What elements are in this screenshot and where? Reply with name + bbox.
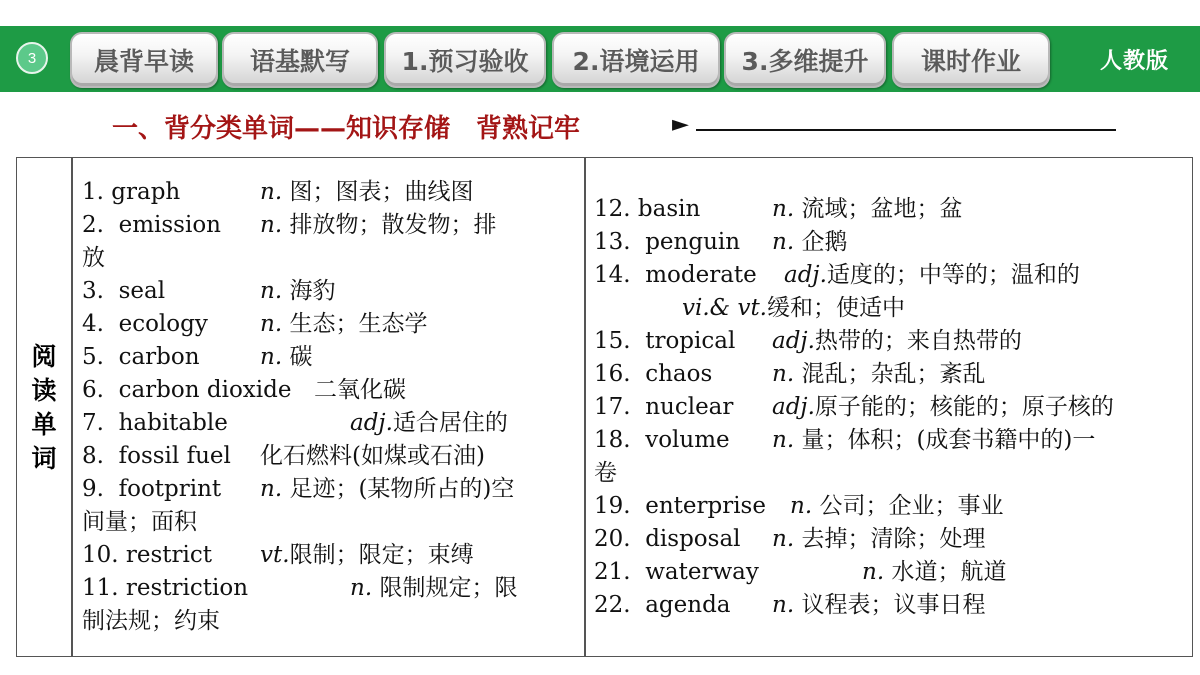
entry-definition: 公司；企业；事业 bbox=[819, 493, 1004, 519]
entry-word: restriction bbox=[125, 575, 249, 601]
tab-context-usage[interactable]: 2.语境运用 bbox=[552, 32, 720, 88]
vocab-entry bbox=[594, 556, 1184, 589]
entry-definition: 议程表；议事日程 bbox=[801, 592, 986, 618]
entry-definition: 图；图表；曲线图 bbox=[289, 179, 474, 205]
entry-word: nuclear bbox=[645, 394, 734, 420]
section-title: 一、背分类单词——知识存储 背熟记牢 bbox=[112, 114, 581, 144]
tab-basic-dictation[interactable]: 语基默写 bbox=[222, 32, 378, 88]
entry-word: agenda bbox=[645, 592, 731, 618]
entry-number: 7. bbox=[82, 410, 104, 436]
vocab-entry bbox=[594, 424, 1184, 457]
vocab-entry bbox=[82, 572, 574, 605]
entry-continuation: 放 bbox=[82, 245, 105, 271]
entry-definition: 原子能的；核能的；原子核的 bbox=[814, 394, 1114, 420]
entry-pos: vt. bbox=[260, 542, 290, 568]
entry-word: habitable bbox=[118, 410, 228, 436]
vocab-entry bbox=[594, 589, 1184, 622]
entry-word: tropical bbox=[645, 328, 736, 354]
entry-word: basin bbox=[637, 196, 701, 222]
entry-pos: n. bbox=[350, 575, 373, 601]
entry-number: 4. bbox=[82, 311, 104, 337]
vocab-entry bbox=[82, 341, 574, 374]
entry-continuation: 间量；面积 bbox=[82, 509, 197, 535]
entry-pos: n. bbox=[772, 592, 795, 618]
vocab-entry bbox=[594, 523, 1184, 556]
entry-pos: n. bbox=[772, 229, 795, 255]
vocab-entry bbox=[82, 539, 574, 572]
entry-definition: 水道；航道 bbox=[891, 559, 1007, 585]
entry-pos: n. bbox=[862, 559, 885, 585]
tab-multi-improve[interactable]: 3.多维提升 bbox=[724, 32, 886, 88]
entry-number: 11. bbox=[82, 575, 119, 601]
entry-word: footprint bbox=[118, 476, 222, 502]
entry-number: 21. bbox=[594, 559, 631, 585]
entry-pos: n. bbox=[260, 311, 283, 337]
entry-definition: 适度的；中等的；温和的 bbox=[826, 262, 1080, 288]
entry-word: emission bbox=[118, 212, 221, 238]
entry-pos: n. bbox=[260, 278, 283, 304]
entry-word: disposal bbox=[645, 526, 741, 552]
entry-definition: 企鹅 bbox=[801, 229, 848, 255]
entry-pos: n. bbox=[260, 179, 283, 205]
page-number-badge: 3 bbox=[16, 42, 48, 74]
entry-word: carbon dioxide bbox=[118, 377, 292, 403]
entry-word: ecology bbox=[118, 311, 208, 337]
entry-word: waterway bbox=[645, 559, 759, 585]
vocab-entry bbox=[594, 358, 1184, 391]
entry-continuation: 卷 bbox=[594, 460, 617, 486]
entry-pos: adj. bbox=[350, 410, 393, 436]
vocab-entry bbox=[594, 193, 1184, 226]
entry-pos: adj. bbox=[772, 328, 815, 354]
entry-word: moderate bbox=[645, 262, 757, 288]
vocab-entry bbox=[82, 308, 574, 341]
category-label bbox=[24, 340, 64, 476]
entry-number: 17. bbox=[594, 394, 631, 420]
entry-number: 15. bbox=[594, 328, 631, 354]
entry-word: restrict bbox=[125, 542, 213, 568]
entry-definition: 碳 bbox=[289, 344, 313, 370]
entry-definition: 适合居住的 bbox=[392, 410, 508, 436]
entry-number: 9. bbox=[82, 476, 104, 502]
entry-definition: 限制规定；限 bbox=[379, 575, 518, 601]
entry-number: 3. bbox=[82, 278, 104, 304]
arrow-icon: ► bbox=[672, 112, 689, 137]
entry-definition: 热带的；来自热带的 bbox=[814, 328, 1022, 354]
entry-word: volume bbox=[645, 427, 730, 453]
entry-pos: n. bbox=[790, 493, 813, 519]
entry-number: 22. bbox=[594, 592, 631, 618]
vocab-entry bbox=[82, 176, 574, 209]
entry-number: 12. bbox=[594, 196, 631, 222]
entry-definition: 排放物；散发物；排 bbox=[289, 212, 497, 238]
vocab-entry bbox=[594, 391, 1184, 424]
entry-number: 20. bbox=[594, 526, 631, 552]
entry-definition: 混乱；杂乱；紊乱 bbox=[801, 361, 986, 387]
entry-definition: 量；体积；(成套书籍中的)一 bbox=[801, 427, 1096, 453]
category-label-char: 阅 bbox=[31, 342, 57, 371]
category-label-char: 读 bbox=[31, 376, 57, 405]
entry-pos: n. bbox=[260, 212, 283, 238]
vocab-entry bbox=[82, 374, 574, 407]
entry-word: chaos bbox=[645, 361, 713, 387]
entry-pos: vi.& vt. bbox=[682, 295, 767, 321]
tab-preview-check[interactable]: 1.预习验收 bbox=[384, 32, 546, 88]
entry-word: carbon bbox=[118, 344, 200, 370]
entry-definition: 缓和；使适中 bbox=[767, 295, 905, 321]
entry-word: seal bbox=[118, 278, 166, 304]
category-label-char: 词 bbox=[31, 444, 57, 473]
vocab-list-left bbox=[82, 176, 574, 638]
vocab-entry bbox=[82, 209, 574, 242]
entry-number: 2. bbox=[82, 212, 104, 238]
entry-pos: n. bbox=[772, 526, 795, 552]
entry-continuation bbox=[594, 292, 1184, 325]
entry-definition: 去掉；清除；处理 bbox=[801, 526, 986, 552]
table-divider bbox=[71, 157, 73, 657]
category-label-char: 单 bbox=[31, 410, 57, 439]
vocab-entry bbox=[82, 473, 574, 506]
vocab-list-right bbox=[594, 193, 1184, 622]
entry-number: 19. bbox=[594, 493, 631, 519]
entry-number: 5. bbox=[82, 344, 104, 370]
entry-word: enterprise bbox=[645, 493, 766, 519]
entry-definition: 足迹；(某物所占的)空 bbox=[289, 476, 515, 502]
table-divider bbox=[584, 157, 586, 657]
edition-label: 人教版 bbox=[1100, 48, 1170, 74]
vocab-entry bbox=[82, 407, 574, 440]
entry-number: 13. bbox=[594, 229, 631, 255]
entry-pos: n. bbox=[772, 427, 795, 453]
entry-definition: 流域；盆地；盆 bbox=[801, 196, 963, 222]
entry-pos: n. bbox=[260, 344, 283, 370]
entry-definition: 海豹 bbox=[289, 278, 336, 304]
title-underline bbox=[696, 129, 1116, 131]
entry-number: 14. bbox=[594, 262, 631, 288]
entry-pos: n. bbox=[260, 476, 283, 502]
vocab-entry bbox=[594, 226, 1184, 259]
tab-morning-reading[interactable]: 晨背早读 bbox=[70, 32, 218, 88]
entry-definition: 限制；限定；束缚 bbox=[289, 542, 474, 568]
entry-word: fossil fuel bbox=[118, 443, 231, 469]
entry-pos: n. bbox=[772, 196, 795, 222]
entry-pos: n. bbox=[772, 361, 795, 387]
vocab-entry bbox=[82, 275, 574, 308]
entry-word: graph bbox=[111, 179, 181, 205]
entry-definition: 化石燃料(如煤或石油) bbox=[260, 443, 485, 469]
entry-pos: adj. bbox=[772, 394, 815, 420]
entry-word: penguin bbox=[645, 229, 741, 255]
entry-number: 10. bbox=[82, 542, 119, 568]
entry-number: 6. bbox=[82, 377, 104, 403]
vocab-entry bbox=[82, 440, 574, 473]
vocab-entry bbox=[594, 490, 1184, 523]
entry-number: 18. bbox=[594, 427, 631, 453]
vocab-entry bbox=[594, 325, 1184, 358]
entry-continuation: 制法规；约束 bbox=[82, 608, 220, 634]
entry-definition: 二氧化碳 bbox=[314, 377, 406, 403]
entry-number: 8. bbox=[82, 443, 104, 469]
vocab-entry bbox=[594, 259, 1184, 292]
tab-homework[interactable]: 课时作业 bbox=[892, 32, 1050, 88]
entry-number: 1. bbox=[82, 179, 104, 205]
entry-definition: 生态；生态学 bbox=[289, 311, 428, 337]
entry-pos: adj. bbox=[784, 262, 827, 288]
entry-number: 16. bbox=[594, 361, 631, 387]
